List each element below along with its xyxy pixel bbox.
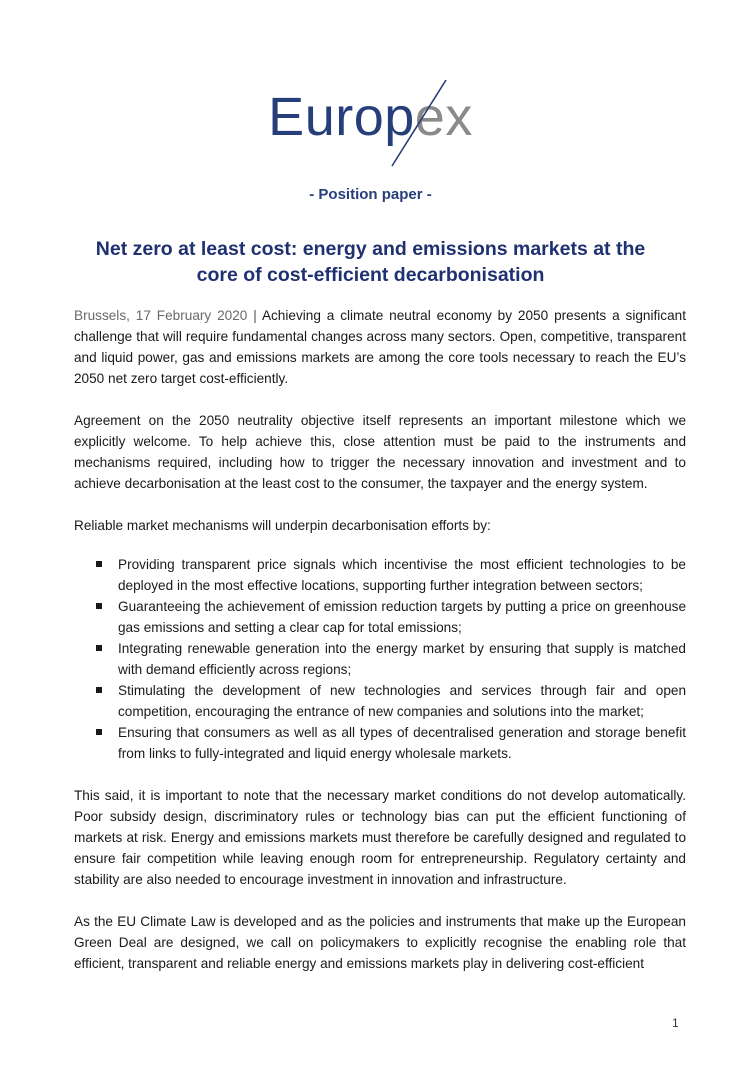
bullet-item: Ensuring that consumers as well as all types of decentralised generation and storage benefit from links to fully-integrated and liquid energy wholesale markets. (74, 722, 686, 764)
logo-part-ex: ex (414, 87, 473, 147)
intro-paragraph (74, 305, 686, 389)
dateline-separator: | (253, 308, 257, 323)
logo-wrap (268, 80, 473, 170)
bullet-item: Stimulating the development of new technologies and services through fair and open competition, encouraging the entrance of new companies and solutions into the market; (74, 680, 686, 722)
paragraph: As the EU Climate Law is developed and as the policies and instruments that make up the European Green Deal are designed, we call on policymakers to explicitly recognise the enabling role that efficient, transparent and reliable energy and emissions markets play in delivering cost-efficient (74, 914, 686, 971)
document-title: Net zero at least cost: energy and emissions markets at the core of cost-efficient decarbonisation (95, 238, 646, 286)
logo-part-europ: Europ (268, 87, 415, 147)
document-body (74, 305, 686, 995)
bullet-list (74, 554, 686, 764)
bullet-item: Guaranteeing the achievement of emission reduction targets by putting a price on greenhouse gas emissions and setting a clear cap for total emissions; (74, 596, 686, 638)
paragraph: Agreement on the 2050 neutrality objective itself represents an important milestone which we explicitly welcome. To help achieve this, close attention must be paid to the instruments and mechanisms required, including how to trigger the necessary innovation and investment and to achieve decarbonisation at the least cost to the consumer, the taxpayer and the energy system. (74, 413, 686, 491)
bullet-item: Integrating renewable generation into the energy market by ensuring that supply is matched with demand efficiently across regions; (74, 638, 686, 680)
dateline: Brussels, 17 February 2020 (74, 308, 248, 323)
europex-logo (0, 80, 741, 170)
document-type-label: - Position paper - (309, 186, 432, 203)
bullet-list-lead: Reliable market mechanisms will underpin decarbonisation efforts by: (74, 518, 491, 533)
intro-text: Achieving a climate neutral economy by 2050 presents a significant challenge that will require fundamental changes across many sectors. Open, competitive, transparent and liquid power, gas and emissions markets are among the core tools necessary to reach the EU’s 2050 net zero target cost-efficiently. (74, 308, 687, 386)
bullet-item: Providing transparent price signals which incentivise the most efficient technologies to be deployed in the most effective locations, supporting further integration between sectors; (74, 554, 686, 596)
paragraph: This said, it is important to note that the necessary market conditions do not develop automatically. Poor subsidy design, discriminatory rules or technology bias can put the efficient functioning of markets at risk. Energy and emissions markets must therefore be carefully designed and regulated to ensure fair competition while leaving enough room for entrepreneurship. Regulatory certainty and stability are also needed to encourage investment in innovation and infrastructure. (74, 788, 686, 887)
page-number: 1 (672, 1016, 679, 1030)
logo-slash-icon (268, 80, 480, 170)
